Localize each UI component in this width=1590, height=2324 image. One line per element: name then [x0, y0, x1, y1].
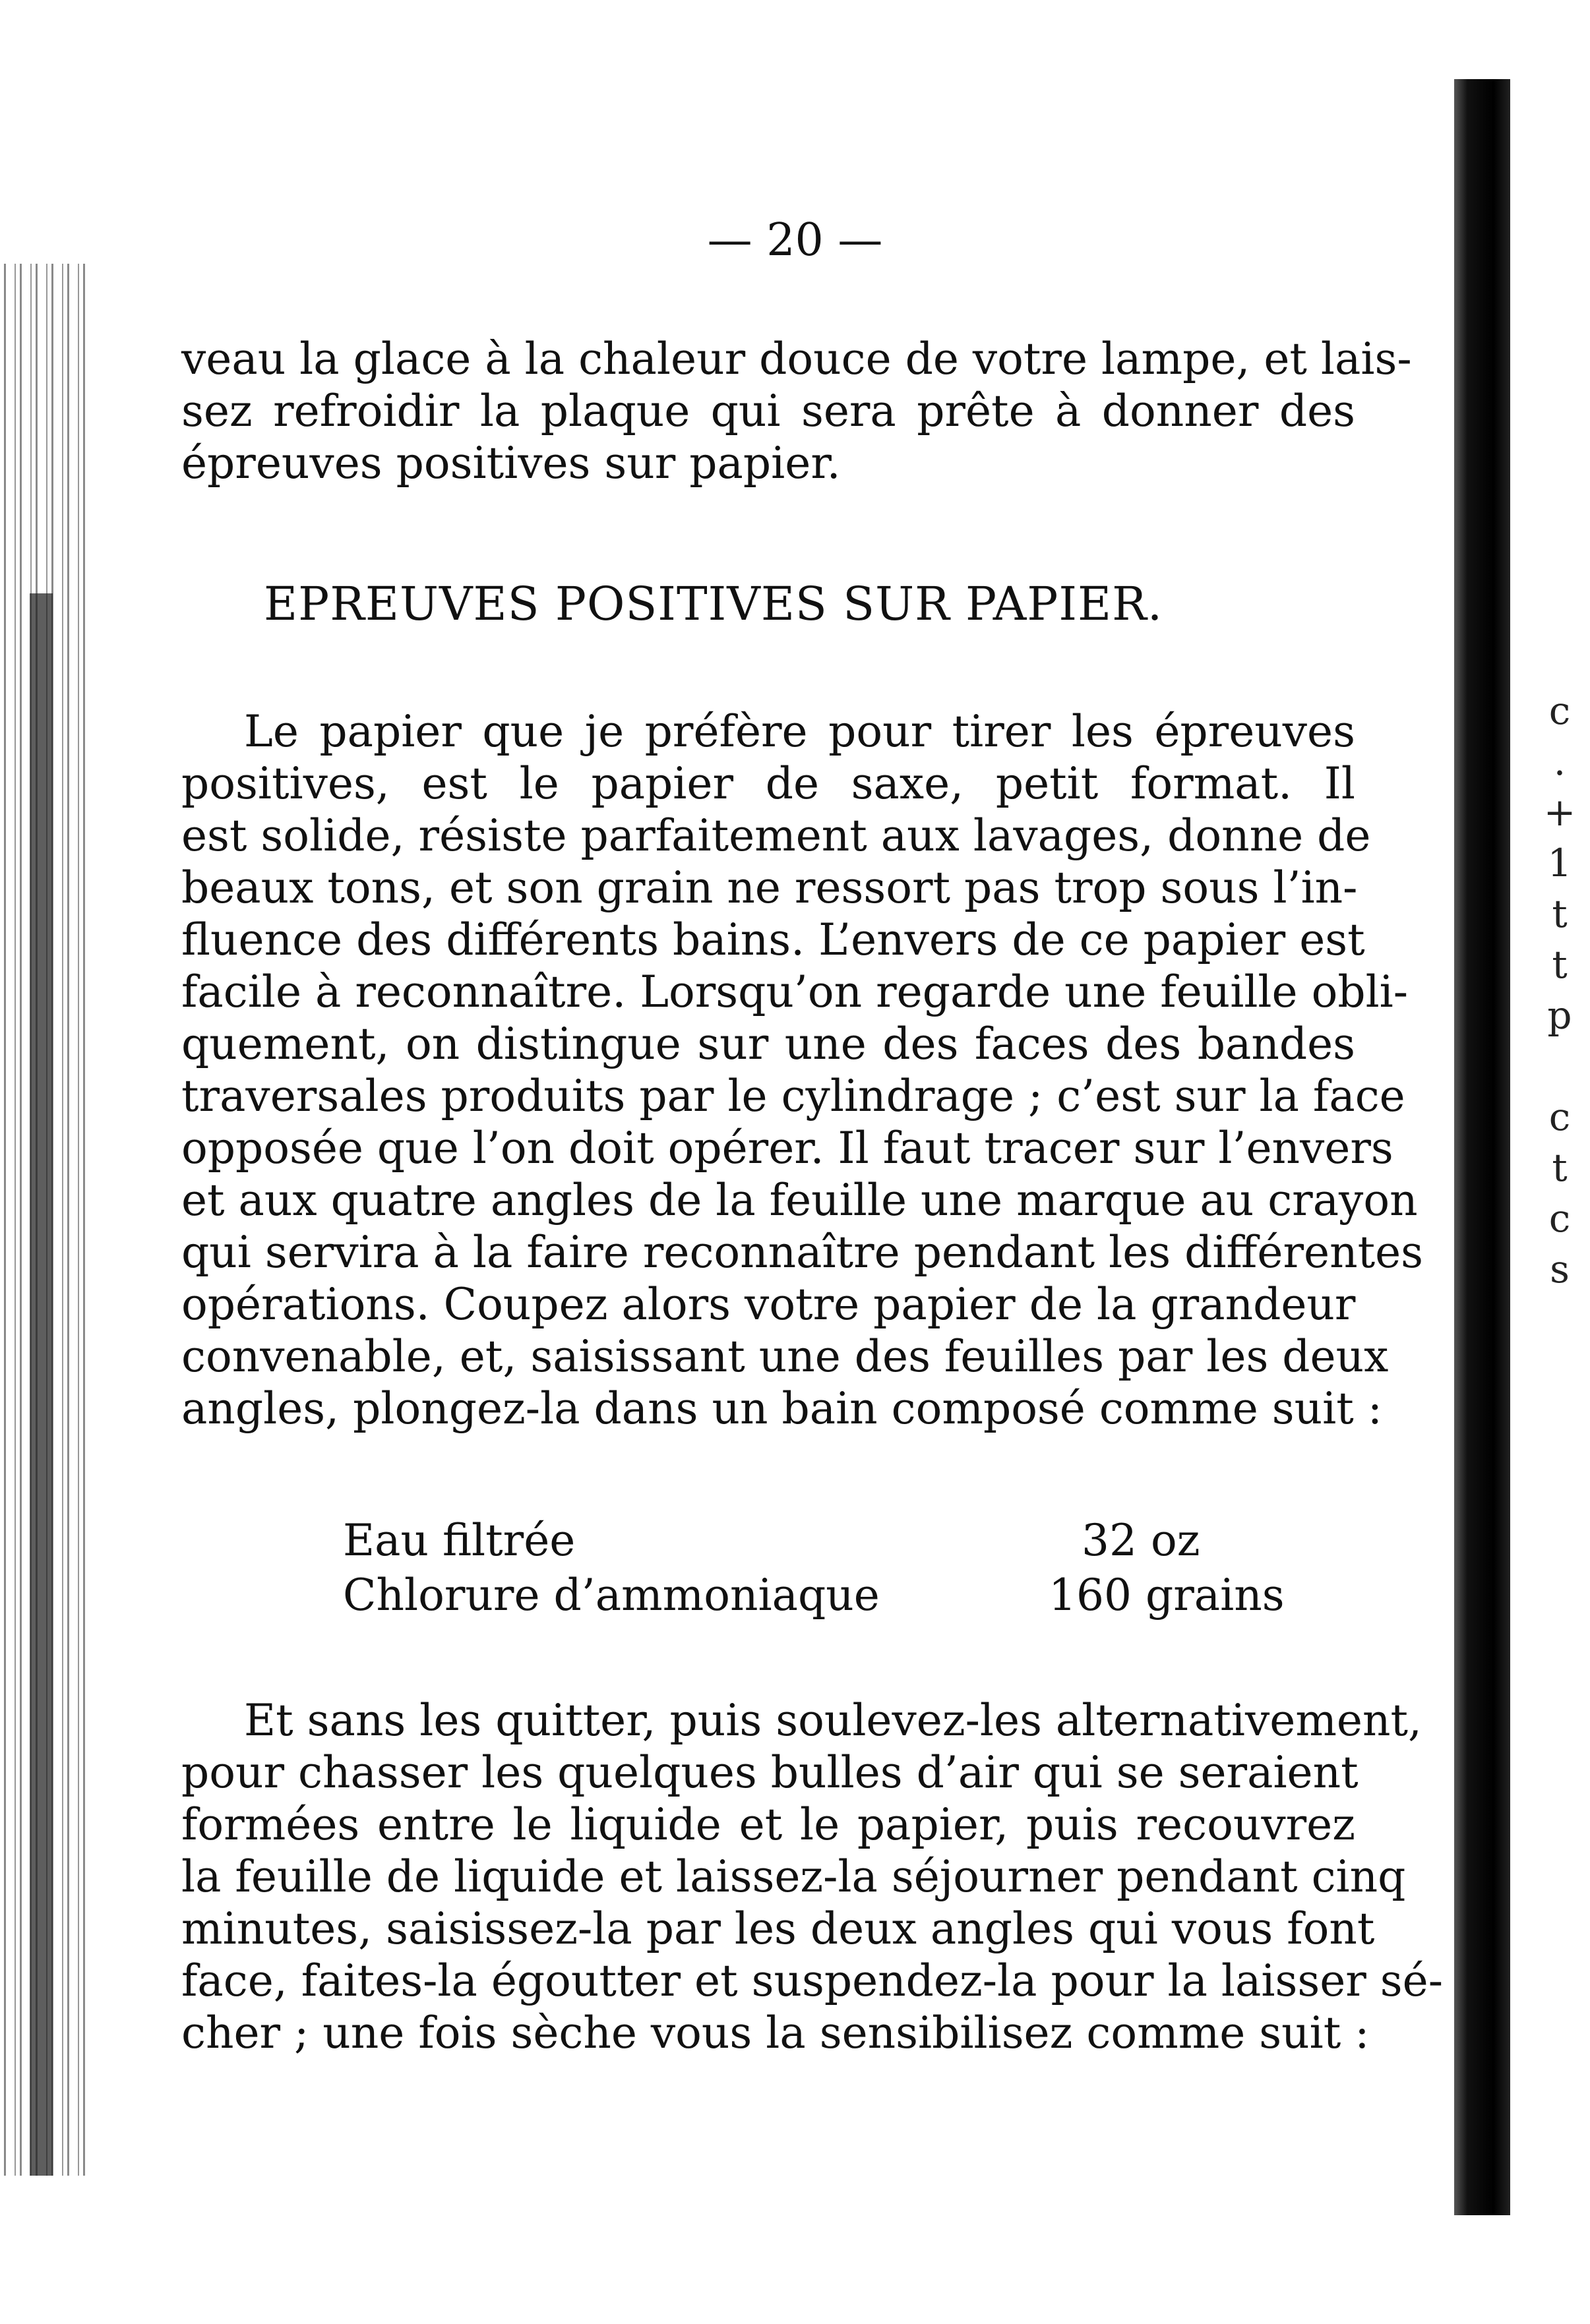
recipe-ingredient: Eau filtrée: [343, 1515, 576, 1566]
text-line: beaux tons, et son grain ne ressort pas trop sous l’in-: [181, 862, 1358, 913]
text-line: facile à reconnaître. Lorsqu’on regarde une feuille obli-: [181, 967, 1409, 1017]
text-line: minutes, saisissez-la par les deux angles qui vous font: [181, 1903, 1375, 1954]
recipe-table: [343, 1513, 1372, 1623]
text-line: et aux quatre angles de la feuille une marque au crayon: [181, 1175, 1418, 1226]
text-line: sez refroidir la plaque qui sera prête à donner des: [181, 386, 1355, 436]
paragraph-bottom: [181, 1694, 1444, 2059]
recipe-ingredient: Chlorure d’ammoniaque: [343, 1570, 880, 1621]
text-line: est solide, résiste parfaitement aux lavages, donne de: [181, 810, 1371, 861]
text-line: formées entre le liquide et le papier, puis recouvrez: [181, 1799, 1355, 1850]
text-line: la feuille de liquide et laissez-la séjourner pendant cinq: [181, 1851, 1406, 1902]
recipe-row: [343, 1513, 1372, 1568]
paragraph-top: [181, 333, 1412, 489]
text-line: positives, est le papier de saxe, petit format. Il: [181, 758, 1355, 809]
text-line: angles, plongez-la dans un bain composé comme suit :: [181, 1383, 1382, 1434]
paragraph-main: [181, 705, 1424, 1435]
text-line: cher ; une fois sèche vous la sensibilisez comme suit :: [181, 2008, 1370, 2058]
text-line: opérations. Coupez alors votre papier de la grandeur: [181, 1279, 1356, 1330]
text-line: convenable, et, saisissant une des feuilles par les deux: [181, 1331, 1389, 1382]
text-line: Et sans les quitter, puis soulevez-les alternativement,: [244, 1695, 1422, 1746]
recipe-quantity: 32 oz: [1082, 1515, 1200, 1566]
page-number: — 20 —: [707, 214, 883, 266]
left-binding-edge: [30, 593, 53, 2176]
text-line: traversales produits par le cylindrage ; c’est sur la face: [181, 1071, 1405, 1121]
text-line: face, faites-la égoutter et suspendez-la pour la laisser sé-: [181, 1955, 1444, 2006]
text-line: veau la glace à la chaleur douce de votre lampe, et lais-: [181, 334, 1412, 384]
text-line: qui servira à la faire reconnaître pendant les différentes: [181, 1227, 1424, 1278]
facing-page-bleed-text: c . + 1 t t p c t c s: [1543, 688, 1576, 1292]
right-binding-edge: [1454, 79, 1510, 2215]
text-line: épreuves positives sur papier.: [181, 438, 841, 489]
text-line: pour chasser les quelques bulles d’air qui se seraient: [181, 1747, 1359, 1798]
text-line: Le papier que je préfère pour tirer les épreuves: [244, 706, 1355, 757]
recipe-row: [343, 1568, 1372, 1623]
text-line: fluence des différents bains. L’envers de ce papier est: [181, 914, 1365, 965]
recipe-quantity: 160 grains: [1049, 1570, 1285, 1621]
text-line: quement, on distingue sur une des faces des bandes: [181, 1019, 1355, 1069]
text-line: opposée que l’on doit opérer. Il faut tracer sur l’envers: [181, 1123, 1393, 1174]
section-heading: EPREUVES POSITIVES SUR PAPIER.: [264, 577, 1163, 631]
